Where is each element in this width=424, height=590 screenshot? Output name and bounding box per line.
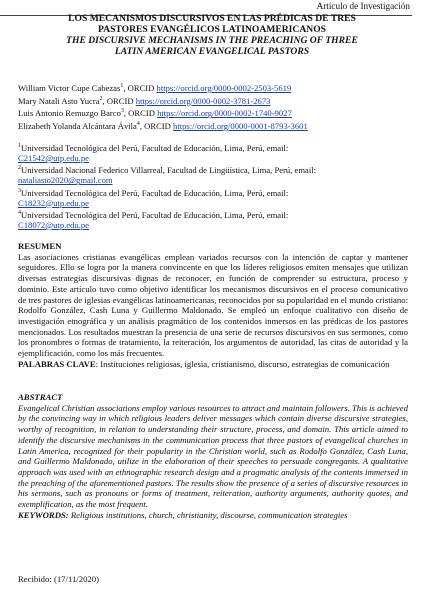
affiliation-sup: 4: [18, 209, 21, 216]
affiliation-sup: 1: [18, 143, 21, 149]
affiliation-text: Universidad Nacional Federico Villarreal, Facultad de Lingüística, Lima, Perú, email:: [21, 165, 316, 176]
author-sup: 1: [120, 83, 124, 89]
author-list: [18, 81, 408, 132]
affiliation-sup: 3: [18, 187, 21, 194]
orcid-link[interactable]: https://orcid.org/0000-0002-1740-9027: [157, 108, 292, 119]
affiliation-item: [18, 208, 408, 230]
author-sup: 3: [120, 108, 124, 115]
keywords: [18, 510, 408, 521]
resumen-body: Las asociaciones cristianas evangélicas emplean variados recursos con la intención de captar y mantener seguidores. Ello se logra por la manera convincente en que los líderes religiosos emiten mensajes que utilizan diversas estrategias discursivas dignas de reconocer, en función de comprender su estructura, proceso y dominio. Este artículo tuvo como objetivo identificar los mecanismos discursivos en el proceso comunicativo de tres pastores de iglesias evangélicas latinoamericanas, reconocidos por su popularidad en el mundo cristiano: Rodolfo González, Cash Luna y Guillermo Maldonado. Se empleó un enfoque cualitativo con diseño de investigación etnográfica y un análisis pragmático de los contenidos inmersos en las prédicas de los pastores mencionados. Los resultados muestran la presencia de una serie de recursos discursivos en sus sermones, como los pronombres o formas de tratamiento, la reiteración, los argumentos de autoridad, las citas de autoridad y la ejemplificación, como los más frecuentes.: [18, 251, 408, 359]
keywords-label: KEYWORDS:: [18, 509, 69, 520]
affiliation-email[interactable]: C18232@utp.edu.pe: [18, 197, 89, 208]
orcid-link[interactable]: https://orcid.org/0000-0002-2503-5619: [156, 82, 292, 93]
affiliation-email[interactable]: C18072@utp.edu.pe: [18, 219, 89, 230]
resumen-heading: RESUMEN: [18, 241, 62, 251]
palabras-clave: [18, 359, 408, 370]
author-sup: 2: [99, 95, 103, 102]
orcid-link[interactable]: https://orcid.org/0000-0001-8793-3601: [173, 120, 308, 131]
affiliation-email[interactable]: nataliasto2020@gmail.com: [18, 175, 113, 186]
author-name: Mary Natali Asto Yucra: [18, 95, 100, 106]
orcid-label: , ORCID: [123, 108, 158, 119]
affiliation-list: [18, 141, 408, 230]
article-type: Artículo de Investigación: [316, 1, 410, 11]
affiliation-item: [18, 163, 408, 185]
author-name: William Victor Cupe Cabezas: [18, 82, 121, 93]
affiliation-item: [18, 186, 408, 208]
palabras-clave-label: PALABRAS CLAVE: [18, 358, 96, 369]
affiliation-sup: 2: [18, 165, 21, 172]
title-en-line2: LATIN AMERICAN EVANGELICAL PASTORS: [114, 46, 310, 57]
affiliation-text: Universidad Tecnológica del Perú, Facultad de Educación, Lima, Perú, email:: [21, 142, 289, 153]
abstract-heading: ABSTRACT: [18, 392, 63, 402]
author-line: [18, 119, 408, 132]
affiliation-text: Universidad Tecnológica del Perú, Facultad de Educación, Lima, Perú, email:: [21, 209, 289, 220]
resumen-section: [18, 241, 408, 369]
title-es-line2: PASTORES EVANGÉLICOS LATINOAMERICANOS: [98, 24, 326, 35]
title-es-line1: LOS MECANISMOS DISCURSIVOS EN LAS PRÉDICAS DE TRES: [68, 13, 356, 24]
orcid-label: , ORCID: [139, 120, 174, 131]
affiliation-email[interactable]: C21542@utp.edu.pe: [18, 153, 89, 164]
palabras-clave-text: : Instituciones religiosas, iglesia, cristianismo, discurso, estrategias de comunicación: [95, 358, 390, 369]
author-name: Luis Antonio Remuzgo Barco: [18, 108, 121, 119]
author-name: Elizabeth Yolanda Alcántara Ávila: [18, 120, 137, 131]
author-line: [18, 106, 408, 119]
title-en-line1: THE DISCURSIVE MECHANISMS IN THE PREACHING OF THREE: [66, 35, 358, 46]
affiliation-item: [18, 141, 408, 163]
keywords-text: Religious institutions, church, christianity, discourse, communication strategies: [68, 509, 348, 520]
orcid-label: , ORCID: [102, 95, 136, 106]
title-block: [16, 13, 408, 57]
orcid-label: , ORCID: [123, 82, 157, 93]
author-line: [18, 94, 408, 107]
abstract-section: [18, 392, 408, 520]
author-line: [18, 81, 408, 94]
abstract-body: Evangelical Christian associations employ various resources to attract and maintain followers. This is achieved by the convincing way in which religious leaders deliver messages which contain diverse discursive strategies, worthy of recognition, in relation to understanding their structure, process, and domain. This article aimed to identify the discursive mechanisms in the communication process that three pastors of evangelical churches in Latin America, recognized for their popularity in the Christian world, such as Rodolfo González, Cash Luna, and Guillermo Maldonado, utilize in the elaboration of their speeches to persuade congregants. A qualitative approach was used with an ethnographic research design and a pragmatic analysis of the contents immersed in the preaching of the aforementioned pastors. The results show the presence of a series of discursive resources in his sermons, such as pronouns or forms of treatment, reiteration, authority arguments, authority quotes, and exemplification, as the most frequent.: [18, 402, 408, 510]
affiliation-text: Universidad Tecnológica del Perú, Facultad de Educación, Lima, Perú, email:: [21, 187, 289, 198]
orcid-link[interactable]: https://orcid.org/0000-0002-3781-2673: [135, 95, 271, 106]
author-sup: 4: [136, 120, 140, 127]
received-date: Recibido: (17/11/2020): [18, 574, 99, 584]
